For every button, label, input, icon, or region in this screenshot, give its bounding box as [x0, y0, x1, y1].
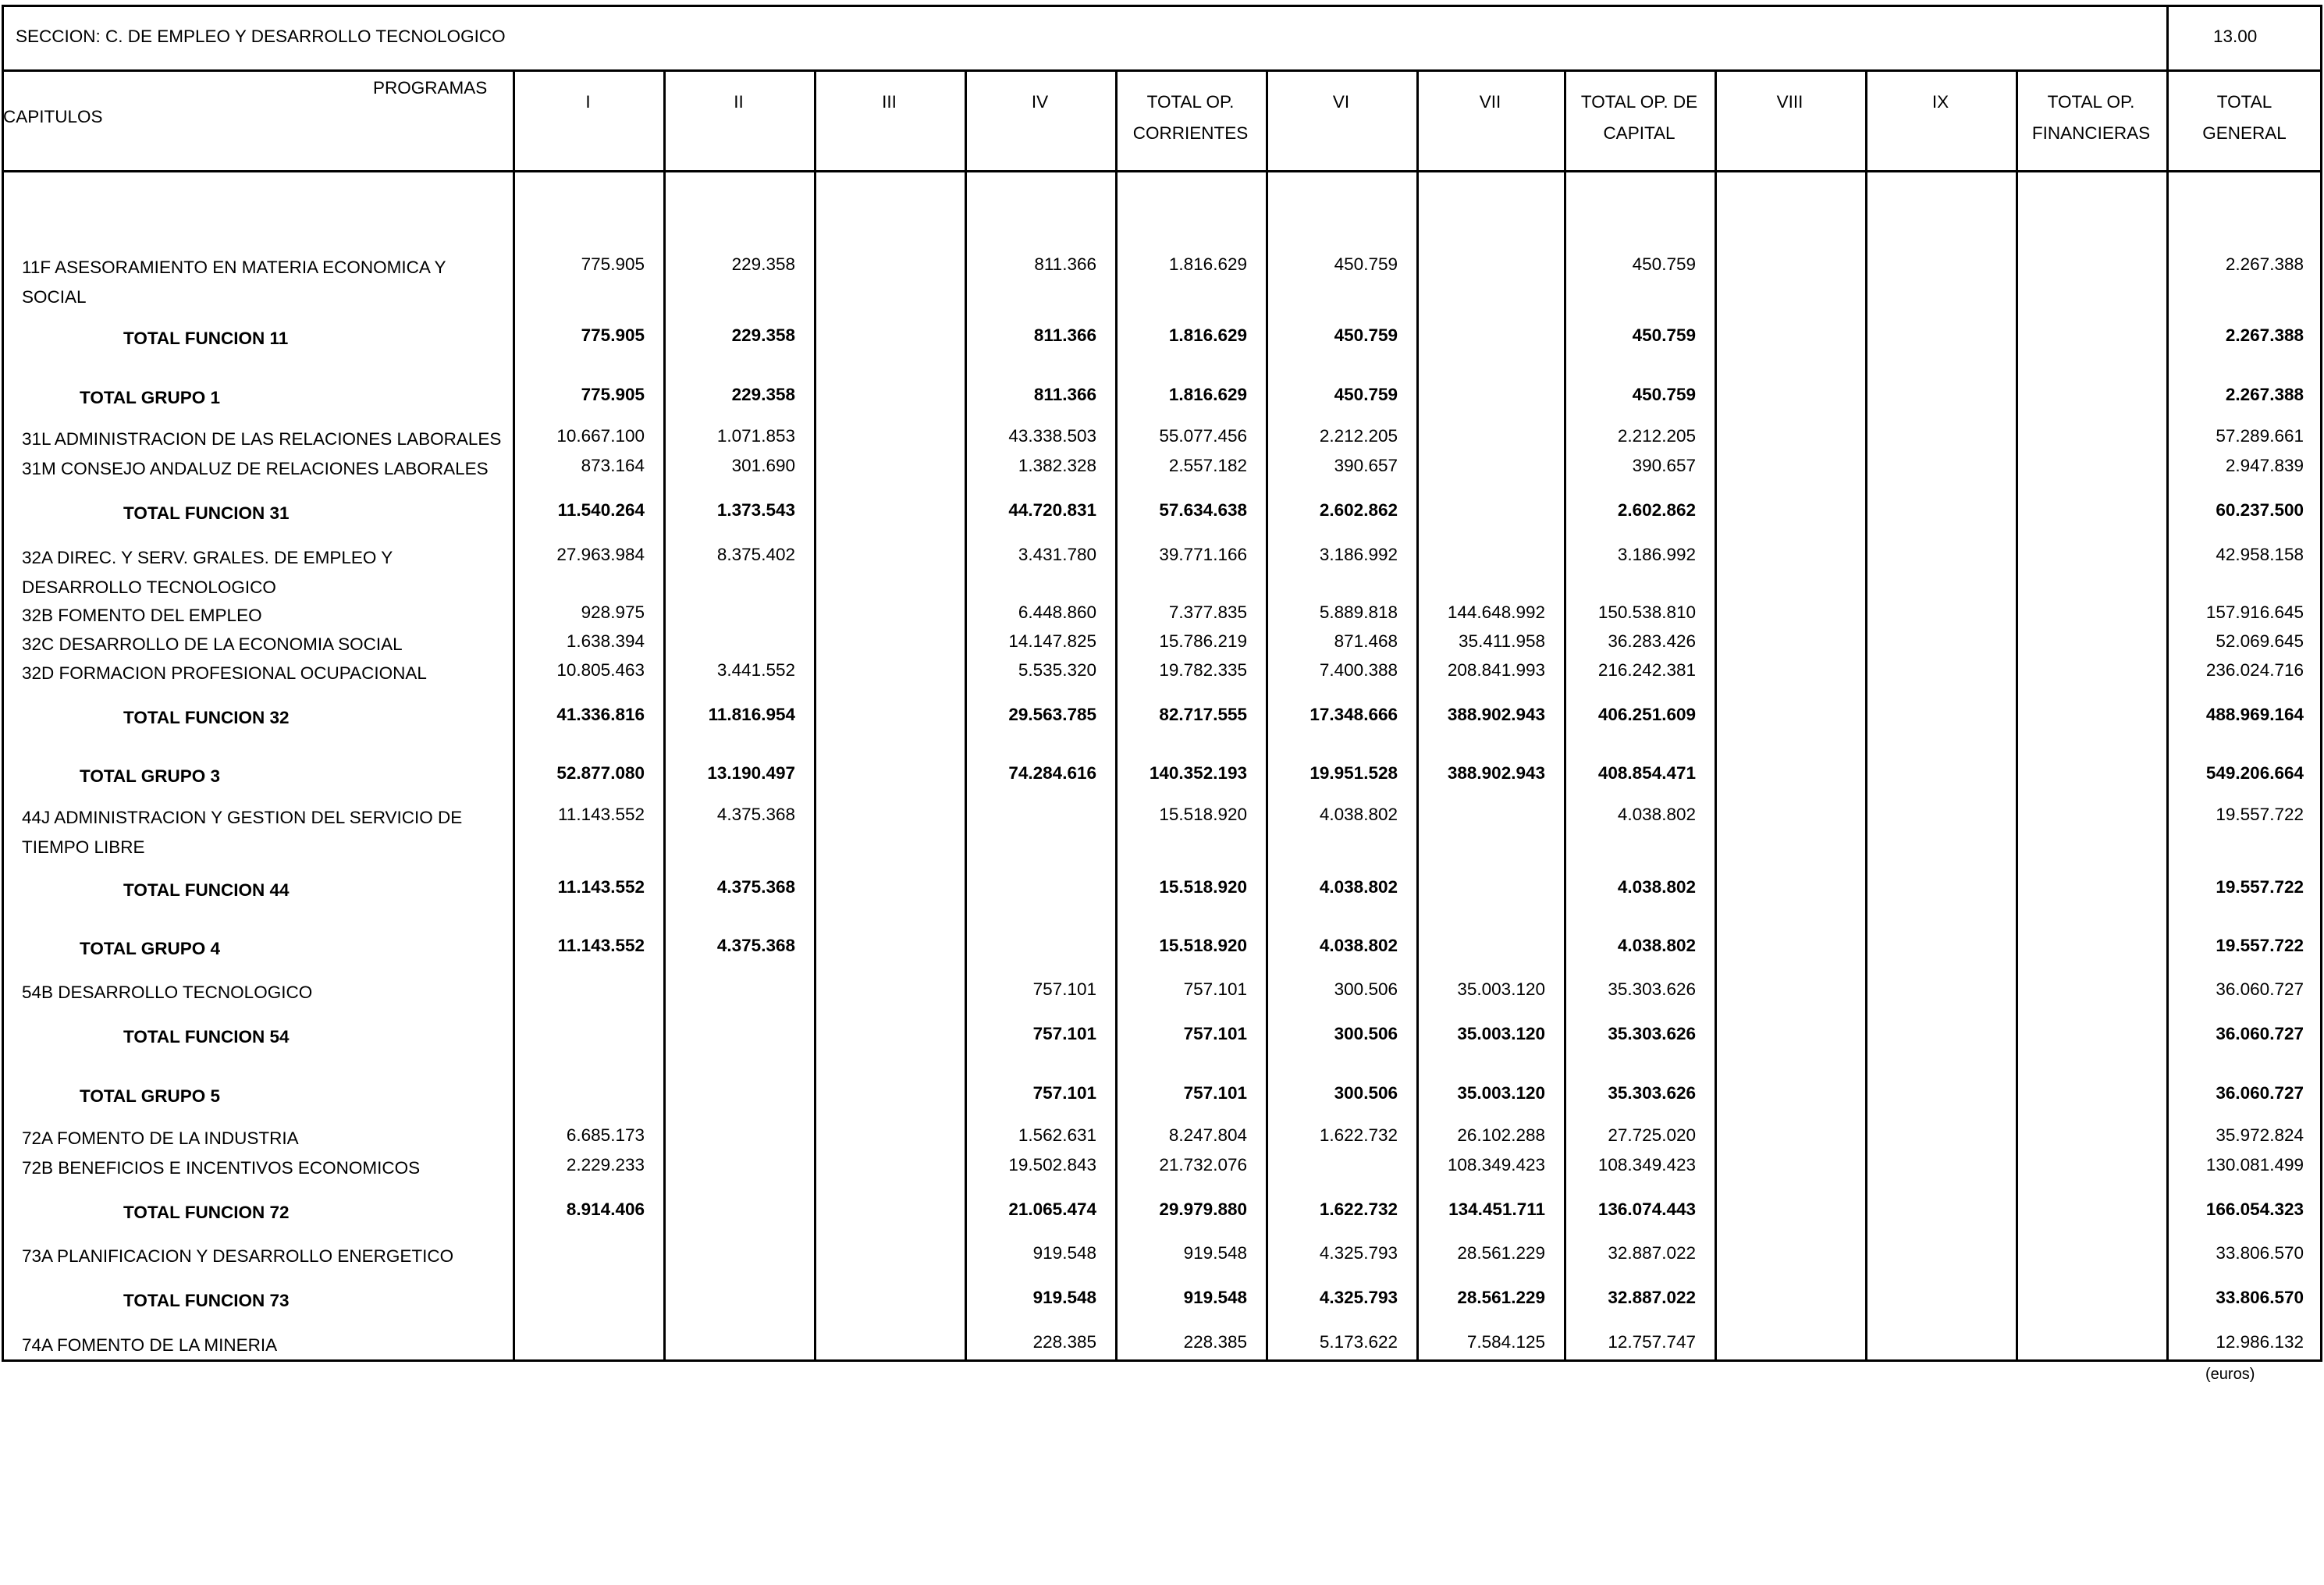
cell-value: 26.102.288: [1457, 1125, 1545, 1145]
cell-value: 229.358: [731, 254, 795, 274]
cell-value: 29.979.880: [1159, 1199, 1247, 1219]
cell-value: 1.622.732: [1319, 1125, 1398, 1145]
cell-value: 3.186.992: [1319, 545, 1398, 564]
cell-value: 757.101: [1183, 979, 1247, 999]
cell-value: 775.905: [581, 254, 645, 274]
cell-value: 1.071.853: [716, 426, 795, 446]
cell-value: 13.190.497: [707, 763, 795, 783]
capitulos-label: CAPITULOS: [3, 107, 103, 126]
column-header-label: TOTAL OP. DE: [1580, 92, 1698, 112]
cell-value: 35.303.626: [1608, 979, 1696, 999]
cell-value: 450.759: [1632, 385, 1696, 404]
cell-value: 4.038.802: [1319, 805, 1398, 824]
row-label: 54B DESARROLLO TECNOLOGICO: [22, 983, 313, 1002]
cell-value: 35.003.120: [1457, 1024, 1545, 1043]
cell-value: 1.816.629: [1168, 385, 1247, 404]
cell-value: 36.060.727: [2216, 1083, 2304, 1103]
row-label: 31L ADMINISTRACION DE LAS RELACIONES LABORALES: [22, 429, 502, 449]
cell-value: 2.602.862: [1617, 500, 1696, 520]
cell-value: 4.038.802: [1617, 936, 1696, 955]
cell-value: 228.385: [1183, 1332, 1247, 1352]
cell-value: 36.060.727: [2216, 979, 2304, 999]
cell-value: 35.303.626: [1608, 1024, 1696, 1043]
cell-value: 2.267.388: [2225, 325, 2304, 345]
cell-value: 2.229.233: [566, 1155, 645, 1175]
cell-value: 136.074.443: [1597, 1199, 1696, 1219]
cell-value: 35.411.958: [1459, 631, 1545, 651]
column-header-label: II: [734, 92, 744, 112]
cell-value: 55.077.456: [1159, 426, 1247, 446]
cell-value: 300.506: [1334, 1083, 1398, 1103]
cell-value: 12.757.747: [1608, 1332, 1696, 1352]
cell-value: 4.325.793: [1319, 1243, 1398, 1263]
cell-value: 1.638.394: [566, 631, 645, 651]
cell-value: 3.441.552: [716, 660, 795, 680]
row-label: TOTAL FUNCION 72: [123, 1203, 290, 1222]
row-label: 32D FORMACION PROFESIONAL OCUPACIONAL: [22, 663, 427, 683]
cell-value: 11.816.954: [708, 705, 795, 724]
cell-value: 7.584.125: [1466, 1332, 1545, 1352]
cell-value: 873.164: [581, 456, 645, 475]
cell-value: 757.101: [1032, 1024, 1096, 1043]
cell-value: 11.143.552: [558, 805, 645, 824]
cell-value: 871.468: [1334, 631, 1398, 651]
cell-value: 27.963.984: [556, 545, 645, 564]
cell-value: 811.366: [1034, 254, 1096, 274]
cell-value: 775.905: [581, 325, 645, 345]
cell-value: 408.854.471: [1597, 763, 1696, 783]
row-label: 32B FOMENTO DEL EMPLEO: [22, 606, 262, 625]
cell-value: 4.375.368: [716, 877, 795, 897]
cell-value: 4.375.368: [716, 936, 795, 955]
cell-value: 757.101: [1183, 1083, 1247, 1103]
column-divider: [1715, 69, 1717, 1362]
row-label: TOTAL FUNCION 54: [123, 1027, 290, 1047]
cell-value: 28.561.229: [1457, 1243, 1545, 1263]
cell-value: 28.561.229: [1457, 1288, 1545, 1307]
cell-value: 39.771.166: [1159, 545, 1247, 564]
programas-label: PROGRAMAS: [373, 78, 488, 98]
cell-value: 52.877.080: [556, 763, 645, 783]
cell-value: 919.548: [1183, 1288, 1247, 1307]
cell-value: 300.506: [1334, 1024, 1398, 1043]
row-label: 32C DESARROLLO DE LA ECONOMIA SOCIAL: [22, 634, 403, 654]
row-label: 31M CONSEJO ANDALUZ DE RELACIONES LABORALES: [22, 459, 489, 478]
column-header-label: TOTAL: [2216, 92, 2272, 112]
cell-value: 35.303.626: [1608, 1083, 1696, 1103]
cell-value: 811.366: [1033, 325, 1096, 345]
cell-value: 19.557.722: [2216, 936, 2304, 955]
cell-value: 450.759: [1334, 254, 1398, 274]
cell-value: 130.081.499: [2205, 1155, 2304, 1175]
row-label: 72A FOMENTO DE LA INDUSTRIA: [22, 1128, 299, 1148]
row-label: 72B BENEFICIOS E INCENTIVOS ECONOMICOS: [22, 1158, 421, 1178]
cell-value: 15.786.219: [1159, 631, 1247, 651]
section-code: 13.00: [2213, 27, 2258, 46]
cell-value: 4.038.802: [1617, 805, 1696, 824]
cell-value: 43.338.503: [1008, 426, 1096, 446]
cell-value: 2.557.182: [1168, 456, 1247, 475]
cell-value: 35.972.824: [2216, 1125, 2304, 1145]
column-header-label: VI: [1332, 92, 1350, 112]
row-label: DESARROLLO TECNOLOGICO: [22, 577, 276, 597]
column-divider: [2016, 69, 2018, 1362]
cell-value: 144.648.992: [1447, 602, 1545, 622]
column-header-label: TOTAL OP.: [1146, 92, 1235, 112]
cell-value: 19.951.528: [1309, 763, 1398, 783]
cell-value: 74.284.616: [1008, 763, 1096, 783]
cell-value: 1.373.543: [716, 500, 795, 520]
cell-value: 2.212.205: [1319, 426, 1398, 446]
row-label: TOTAL GRUPO 3: [80, 766, 221, 786]
cell-value: 388.902.943: [1447, 763, 1545, 783]
row-label: TOTAL FUNCION 31: [123, 503, 290, 523]
cell-value: 919.548: [1032, 1243, 1096, 1263]
row-label: 11F ASESORAMIENTO EN MATERIA ECONOMICA Y: [22, 258, 446, 277]
currency-unit-note: (euros): [2205, 1366, 2255, 1383]
cell-value: 549.206.664: [2205, 763, 2304, 783]
cell-value: 57.634.638: [1159, 500, 1247, 520]
cell-value: 300.506: [1334, 979, 1398, 999]
cell-value: 15.518.920: [1159, 936, 1247, 955]
cell-value: 229.358: [731, 385, 795, 404]
cell-value: 450.759: [1334, 385, 1398, 404]
cell-value: 811.366: [1033, 385, 1096, 404]
cell-value: 140.352.193: [1149, 763, 1247, 783]
cell-value: 35.003.120: [1457, 979, 1545, 999]
column-header-label: IX: [1931, 92, 1949, 112]
cell-value: 44.720.831: [1008, 500, 1096, 520]
cell-value: 757.101: [1183, 1024, 1247, 1043]
column-header-label: IV: [1031, 92, 1049, 112]
column-divider: [1865, 69, 1867, 1362]
cell-value: 390.657: [1334, 456, 1398, 475]
cell-value: 5.535.320: [1018, 660, 1096, 680]
cell-value: 32.887.022: [1608, 1243, 1696, 1263]
section-title: SECCION: C. DE EMPLEO Y DESARROLLO TECNOLOGICO: [16, 27, 506, 46]
row-label: 73A PLANIFICACION Y DESARROLLO ENERGETICO: [22, 1246, 454, 1266]
column-header-label: III: [882, 92, 897, 112]
cell-value: 82.717.555: [1159, 705, 1247, 724]
cell-value: 236.024.716: [2205, 660, 2304, 680]
column-header-label: GENERAL: [2202, 123, 2287, 143]
cell-value: 21.065.474: [1008, 1199, 1096, 1219]
cell-value: 33.806.570: [2216, 1288, 2304, 1307]
cell-value: 21.732.076: [1159, 1155, 1247, 1175]
cell-value: 450.759: [1632, 325, 1696, 345]
cell-value: 17.348.666: [1309, 705, 1398, 724]
column-header-label: VII: [1479, 92, 1501, 112]
row-label: 32A DIREC. Y SERV. GRALES. DE EMPLEO Y: [22, 548, 393, 567]
cell-value: 134.451.711: [1448, 1199, 1545, 1219]
row-label: TOTAL GRUPO 5: [80, 1086, 221, 1106]
cell-value: 757.101: [1032, 1083, 1096, 1103]
header-divider: [2, 170, 2322, 172]
row-label: TOTAL FUNCION 11: [123, 329, 289, 348]
row-label: TOTAL GRUPO 1: [80, 388, 221, 407]
cell-value: 11.143.552: [557, 877, 645, 897]
cell-value: 36.060.727: [2216, 1024, 2304, 1043]
row-label: TOTAL FUNCION 44: [123, 880, 290, 900]
cell-value: 1.562.631: [1018, 1125, 1096, 1145]
cell-value: 15.518.920: [1159, 805, 1247, 824]
cell-value: 6.685.173: [566, 1125, 645, 1145]
cell-value: 919.548: [1032, 1288, 1096, 1307]
cell-value: 450.759: [1334, 325, 1398, 345]
column-header-label: CAPITAL: [1603, 123, 1675, 143]
cell-value: 10.805.463: [556, 660, 645, 680]
cell-value: 35.003.120: [1457, 1083, 1545, 1103]
cell-value: 8.247.804: [1168, 1125, 1247, 1145]
cell-value: 157.916.645: [2205, 602, 2304, 622]
cell-value: 2.602.862: [1319, 500, 1398, 520]
cell-value: 1.816.629: [1168, 325, 1247, 345]
cell-value: 228.385: [1032, 1332, 1096, 1352]
cell-value: 150.538.810: [1597, 602, 1696, 622]
cell-value: 928.975: [581, 602, 645, 622]
cell-value: 5.889.818: [1319, 602, 1398, 622]
row-label: 74A FOMENTO DE LA MINERIA: [22, 1335, 278, 1355]
cell-value: 216.242.381: [1597, 660, 1696, 680]
cell-value: 12.986.132: [2216, 1332, 2304, 1352]
cell-value: 390.657: [1632, 456, 1696, 475]
cell-value: 41.336.816: [556, 705, 645, 724]
cell-value: 1.816.629: [1168, 254, 1247, 274]
row-label: TOTAL FUNCION 73: [123, 1291, 290, 1310]
cell-value: 6.448.860: [1018, 602, 1096, 622]
cell-value: 166.054.323: [2205, 1199, 2304, 1219]
cell-value: 4.038.802: [1319, 877, 1398, 897]
cell-value: 7.377.835: [1168, 602, 1247, 622]
cell-value: 15.518.920: [1159, 877, 1247, 897]
cell-value: 4.038.802: [1617, 877, 1696, 897]
cell-value: 60.237.500: [2216, 500, 2304, 520]
cell-value: 14.147.825: [1008, 631, 1096, 651]
cell-value: 2.267.388: [2225, 254, 2304, 274]
cell-value: 108.349.423: [1597, 1155, 1696, 1175]
cell-value: 406.251.609: [1597, 705, 1696, 724]
cell-value: 2.212.205: [1617, 426, 1696, 446]
cell-value: 36.283.426: [1608, 631, 1696, 651]
cell-value: 757.101: [1032, 979, 1096, 999]
cell-value: 2.267.388: [2225, 385, 2304, 404]
cell-value: 19.502.843: [1008, 1155, 1096, 1175]
cell-value: 33.806.570: [2216, 1243, 2304, 1263]
cell-value: 11.143.552: [557, 936, 645, 955]
cell-value: 7.400.388: [1319, 660, 1398, 680]
cell-value: 775.905: [581, 385, 645, 404]
cell-value: 1.622.732: [1319, 1199, 1398, 1219]
cell-value: 388.902.943: [1447, 705, 1545, 724]
row-label: 44J ADMINISTRACION Y GESTION DEL SERVICIO DE: [22, 808, 463, 827]
cell-value: 3.186.992: [1617, 545, 1696, 564]
cell-value: 8.914.406: [566, 1199, 645, 1219]
cell-value: 450.759: [1632, 254, 1696, 274]
cell-value: 19.782.335: [1159, 660, 1247, 680]
cell-value: 4.375.368: [716, 805, 795, 824]
row-label: TOTAL GRUPO 4: [80, 939, 221, 958]
row-label: TOTAL FUNCION 32: [123, 708, 290, 727]
section-code-divider: [2166, 5, 2169, 72]
cell-value: 108.349.423: [1447, 1155, 1545, 1175]
column-header-label: VIII: [1776, 92, 1803, 112]
cell-value: 27.725.020: [1608, 1125, 1696, 1145]
cell-value: 57.289.661: [2216, 426, 2304, 446]
cell-value: 229.358: [731, 325, 795, 345]
column-header-label: TOTAL OP.: [2047, 92, 2135, 112]
cell-value: 4.325.793: [1319, 1288, 1398, 1307]
cell-value: 10.667.100: [556, 426, 645, 446]
column-header-label: I: [585, 92, 591, 112]
cell-value: 19.557.722: [2216, 805, 2304, 824]
row-label: TIEMPO LIBRE: [22, 837, 145, 857]
cell-value: 11.540.264: [557, 500, 645, 520]
cell-value: 29.563.785: [1008, 705, 1096, 724]
cell-value: 919.548: [1183, 1243, 1247, 1263]
cell-value: 32.887.022: [1608, 1288, 1696, 1307]
cell-value: 3.431.780: [1018, 545, 1096, 564]
cell-value: 8.375.402: [716, 545, 795, 564]
cell-value: 5.173.622: [1319, 1332, 1398, 1352]
cell-value: 19.557.722: [2216, 877, 2304, 897]
cell-value: 52.069.645: [2216, 631, 2304, 651]
cell-value: 1.382.328: [1018, 456, 1096, 475]
cell-value: 4.038.802: [1319, 936, 1398, 955]
cell-value: 301.690: [731, 456, 795, 475]
cell-value: 2.947.839: [2225, 456, 2304, 475]
column-divider: [814, 69, 816, 1362]
cell-value: 208.841.993: [1447, 660, 1545, 680]
cell-value: 488.969.164: [2205, 705, 2304, 724]
cell-value: 42.958.158: [2216, 545, 2304, 564]
column-header-label: FINANCIERAS: [2031, 123, 2151, 143]
column-header-label: CORRIENTES: [1132, 123, 1249, 143]
row-label: SOCIAL: [22, 287, 87, 307]
